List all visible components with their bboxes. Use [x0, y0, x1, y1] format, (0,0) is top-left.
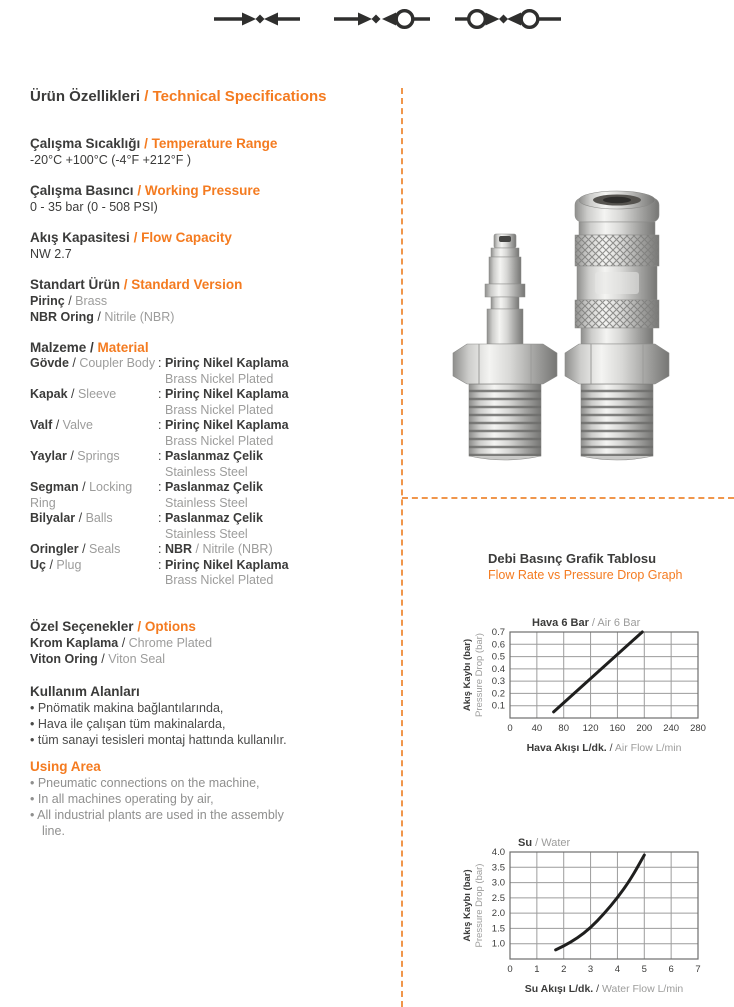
material-value [158, 356, 386, 387]
page-title-en: Technical Specifications [152, 88, 327, 105]
svg-text:120: 120 [582, 723, 599, 734]
material-term [30, 418, 156, 449]
section-title-tr: Çalışma Sıcaklığı [30, 136, 141, 151]
colon: : [158, 480, 165, 494]
material-term [30, 558, 156, 589]
svg-text:3.0: 3.0 [491, 877, 505, 889]
value-en: Brass Nickel Plated [165, 371, 274, 386]
value-tr: NBR Oring [30, 310, 94, 324]
svg-text:280: 280 [690, 723, 706, 734]
value-en: Nitrile (NBR) [104, 310, 175, 324]
svg-text:0.6: 0.6 [491, 639, 505, 651]
colon: : [158, 356, 165, 370]
options-title-tr: Özel Seçenekler [30, 618, 134, 634]
value-tr: Pirinç Nikel Kaplama [164, 387, 289, 401]
svg-text:160: 160 [609, 723, 626, 734]
svg-text:0.5: 0.5 [491, 651, 505, 663]
value-en: Brass Nickel Plated [165, 433, 274, 448]
svg-text:0: 0 [507, 964, 513, 975]
term-en: Locking Ring [30, 480, 133, 510]
material-term [30, 356, 156, 387]
material-term [30, 387, 156, 418]
value-tr: Pirinç [30, 294, 65, 308]
value-line-1 [158, 542, 386, 558]
section-line: NW 2.7 [30, 247, 72, 261]
free-flow-symbol [453, 6, 563, 32]
term-tr: Bilyalar [30, 511, 76, 525]
term-tr: Valf [30, 418, 53, 432]
svg-text:4: 4 [614, 964, 621, 975]
spec-section [30, 182, 386, 215]
usage-tr-heading: Kullanım Alanları [30, 683, 140, 699]
section-title-en: Standard Version [131, 277, 243, 292]
value-tr: NBR [164, 542, 193, 556]
colon: : [158, 418, 165, 432]
svg-text:0: 0 [507, 723, 513, 734]
svg-text:4.0: 4.0 [491, 847, 505, 858]
material-term [30, 449, 156, 480]
term-en: Balls [85, 511, 113, 525]
water-flow-chart [460, 836, 732, 1007]
term-tr: Yaylar [30, 449, 67, 463]
svg-text:2.0: 2.0 [491, 908, 505, 920]
value-en: Stainless Steel [165, 526, 248, 541]
plug-fitting [453, 234, 557, 460]
svg-text:Akış Kaybı (bar): Akış Kaybı (bar) [462, 638, 473, 712]
material-value [158, 542, 386, 558]
value-tr: Paslanmaz Çelik [164, 449, 263, 463]
value-line-1 [158, 418, 386, 434]
air-flow-chart [460, 616, 732, 766]
bullet-item: • Pnömatik makina bağlantılarında, [30, 700, 224, 715]
value-en: Stainless Steel [165, 495, 248, 510]
svg-text:6: 6 [668, 964, 674, 975]
usage-en-heading: Using Area [30, 758, 101, 774]
slash: / [118, 635, 129, 650]
slash: / [129, 230, 142, 245]
svg-text:Hava 6 Bar / Air 6 Bar: Hava 6 Bar / Air 6 Bar [532, 617, 641, 629]
slash: / [140, 88, 153, 105]
svg-text:2: 2 [561, 964, 567, 975]
material-heading [30, 339, 386, 356]
slash: / [140, 136, 152, 151]
usage-tr-list [30, 700, 302, 748]
term-tr: Oringler [30, 542, 79, 556]
material-title-tr: Malzeme [30, 340, 87, 355]
value-line-1 [158, 511, 386, 527]
spec-sections [30, 135, 386, 325]
horizontal-dashed-divider [402, 497, 734, 499]
slash: / [120, 277, 132, 292]
svg-text:Su / Water: Su / Water [518, 837, 571, 849]
term-en: Valve [62, 418, 94, 432]
double-shutoff-symbol [212, 6, 302, 32]
term-en: Sleeve [77, 387, 117, 401]
svg-text:1.0: 1.0 [491, 938, 505, 950]
slash: / [45, 557, 57, 572]
spec-section [30, 135, 386, 168]
slash: / [93, 310, 105, 324]
svg-text:0.7: 0.7 [491, 627, 505, 638]
section-heading [30, 182, 386, 199]
section-title-tr: Çalışma Basıncı [30, 183, 134, 198]
section-line: -20°C +100°C (-4°F +212°F ) [30, 153, 192, 167]
svg-text:Pressure Drop (bar): Pressure Drop (bar) [474, 633, 485, 717]
value-en: Brass Nickel Plated [165, 402, 274, 417]
value-tr: Pirinç Nikel Kaplama [164, 356, 289, 370]
svg-text:3: 3 [587, 964, 594, 975]
svg-text:0.3: 0.3 [491, 676, 505, 688]
spec-section [30, 276, 386, 325]
option-line [30, 635, 386, 651]
section-heading [30, 276, 386, 293]
slash: / [75, 511, 86, 525]
svg-text:Hava Akışı L/dk. / Air Flow L/: Hava Akışı L/dk. / Air Flow L/min [526, 742, 682, 754]
material-term [30, 542, 156, 558]
option-tr: Krom Kaplama [30, 635, 119, 650]
slash: / [67, 387, 78, 401]
value-tr: Paslanmaz Çelik [164, 511, 263, 525]
bullet-item: • Hava ile çalışan tüm makinalarda, [30, 716, 226, 731]
slash: / [78, 480, 90, 494]
usage-en-list [30, 775, 292, 839]
options-section [30, 618, 386, 667]
material-value [158, 480, 386, 511]
value-line-1 [158, 558, 386, 574]
section-line [30, 309, 386, 325]
term-tr: Uç [30, 557, 46, 572]
graphs-header [488, 551, 683, 583]
options-lines [30, 635, 386, 667]
value-en: Stainless Steel [165, 464, 248, 479]
options-title-en: Options [144, 618, 196, 634]
bullet-item: • In all machines operating by air, [30, 791, 214, 806]
svg-text:0.2: 0.2 [491, 688, 505, 700]
section-heading [30, 135, 386, 152]
usage-areas-en [30, 758, 292, 839]
section-title-tr: Akış Kapasitesi [30, 230, 130, 245]
graphs-header-en: Flow Rate vs Pressure Drop Graph [488, 568, 683, 582]
svg-text:Su Akışı L/dk. / Water Flow L/: Su Akışı L/dk. / Water Flow L/min [524, 983, 684, 995]
product-photo [445, 138, 685, 470]
value-line-1 [158, 356, 386, 372]
bullet-item: • All industrial plants are used in the assembly line. [30, 807, 284, 838]
svg-text:7: 7 [695, 964, 701, 975]
slash: / [66, 449, 78, 463]
svg-text:80: 80 [558, 723, 570, 734]
section-line: 0 - 35 bar (0 - 508 PSI) [30, 200, 158, 214]
coupler-fitting [565, 191, 669, 460]
section-heading [30, 229, 386, 246]
colon: : [158, 542, 165, 556]
option-line [30, 651, 386, 667]
svg-text:40: 40 [531, 723, 543, 734]
bullet-item: • Pneumatic connections on the machine, [30, 775, 260, 790]
svg-text:3.5: 3.5 [491, 862, 505, 874]
section-title-en: Flow Capacity [141, 230, 232, 245]
material-value [158, 449, 386, 480]
section-line [30, 293, 386, 309]
slash: / [68, 356, 80, 370]
slash: / [86, 340, 98, 355]
graphs-header-tr: Debi Basınç Grafik Tablosu [488, 551, 657, 566]
section-title-en: Working Pressure [144, 183, 261, 198]
material-value [158, 418, 386, 449]
bullet-item: • tüm sanayi tesisleri montaj hattında kullanılır. [30, 732, 287, 747]
term-en: Coupler Body [79, 356, 156, 370]
section-title-tr: Standart Ürün [30, 277, 121, 292]
term-tr: Kapak [30, 387, 68, 401]
term-en: Springs [77, 449, 120, 463]
slash: / [78, 542, 90, 556]
svg-text:Akış Kaybı (bar): Akış Kaybı (bar) [462, 869, 473, 942]
slash: / [52, 418, 63, 432]
value-en: Brass [75, 294, 108, 308]
material-term [30, 480, 156, 511]
value-tr: Paslanmaz Çelik [164, 480, 263, 494]
value-line-1 [158, 480, 386, 496]
options-heading [30, 618, 386, 635]
value-line-1 [158, 387, 386, 403]
page-title-tr: Ürün Özellikleri [30, 88, 141, 105]
svg-text:5: 5 [641, 964, 647, 975]
value-en: Brass Nickel Plated [165, 573, 274, 587]
usage-areas-tr [30, 683, 302, 748]
term-en: Seals [89, 542, 121, 556]
option-en: Chrome Plated [128, 635, 213, 650]
svg-text:0.4: 0.4 [491, 663, 505, 675]
term-tr: Segman [30, 480, 79, 494]
svg-text:1.5: 1.5 [491, 923, 505, 935]
colon: : [158, 511, 165, 525]
term-en: Plug [56, 557, 82, 572]
material-term [30, 511, 156, 542]
colon: : [158, 387, 165, 401]
slash: / [97, 651, 109, 666]
material-table [30, 356, 386, 589]
material-value [158, 558, 386, 589]
svg-text:Pressure Drop (bar): Pressure Drop (bar) [474, 863, 485, 948]
single-shutoff-symbol [332, 6, 432, 32]
page-title [30, 88, 386, 106]
colon: : [158, 557, 165, 572]
material-value [158, 511, 386, 542]
material-title-en: Material [97, 340, 149, 355]
material-value [158, 387, 386, 418]
vertical-dashed-divider [401, 88, 403, 1007]
slash: / [133, 618, 145, 634]
svg-text:0.1: 0.1 [491, 700, 505, 712]
term-tr: Gövde [30, 356, 69, 370]
svg-text:1: 1 [534, 964, 540, 975]
spec-section [30, 229, 386, 262]
specs-column [30, 88, 386, 839]
svg-text:200: 200 [636, 723, 653, 734]
value-en: Nitrile (NBR) [202, 542, 273, 556]
slash: / [192, 542, 203, 556]
svg-text:2.5: 2.5 [491, 892, 505, 904]
value-line-1 [158, 449, 386, 465]
slash: / [64, 294, 76, 308]
value-tr: Pirinç Nikel Kaplama [164, 557, 289, 572]
option-en: Viton Seal [108, 651, 166, 666]
colon: : [158, 449, 165, 463]
material-section [30, 339, 386, 589]
section-title-en: Temperature Range [151, 136, 278, 151]
option-tr: Viton Oring [30, 651, 98, 666]
value-tr: Pirinç Nikel Kaplama [164, 418, 289, 432]
slash: / [133, 183, 145, 198]
svg-text:240: 240 [663, 723, 680, 734]
